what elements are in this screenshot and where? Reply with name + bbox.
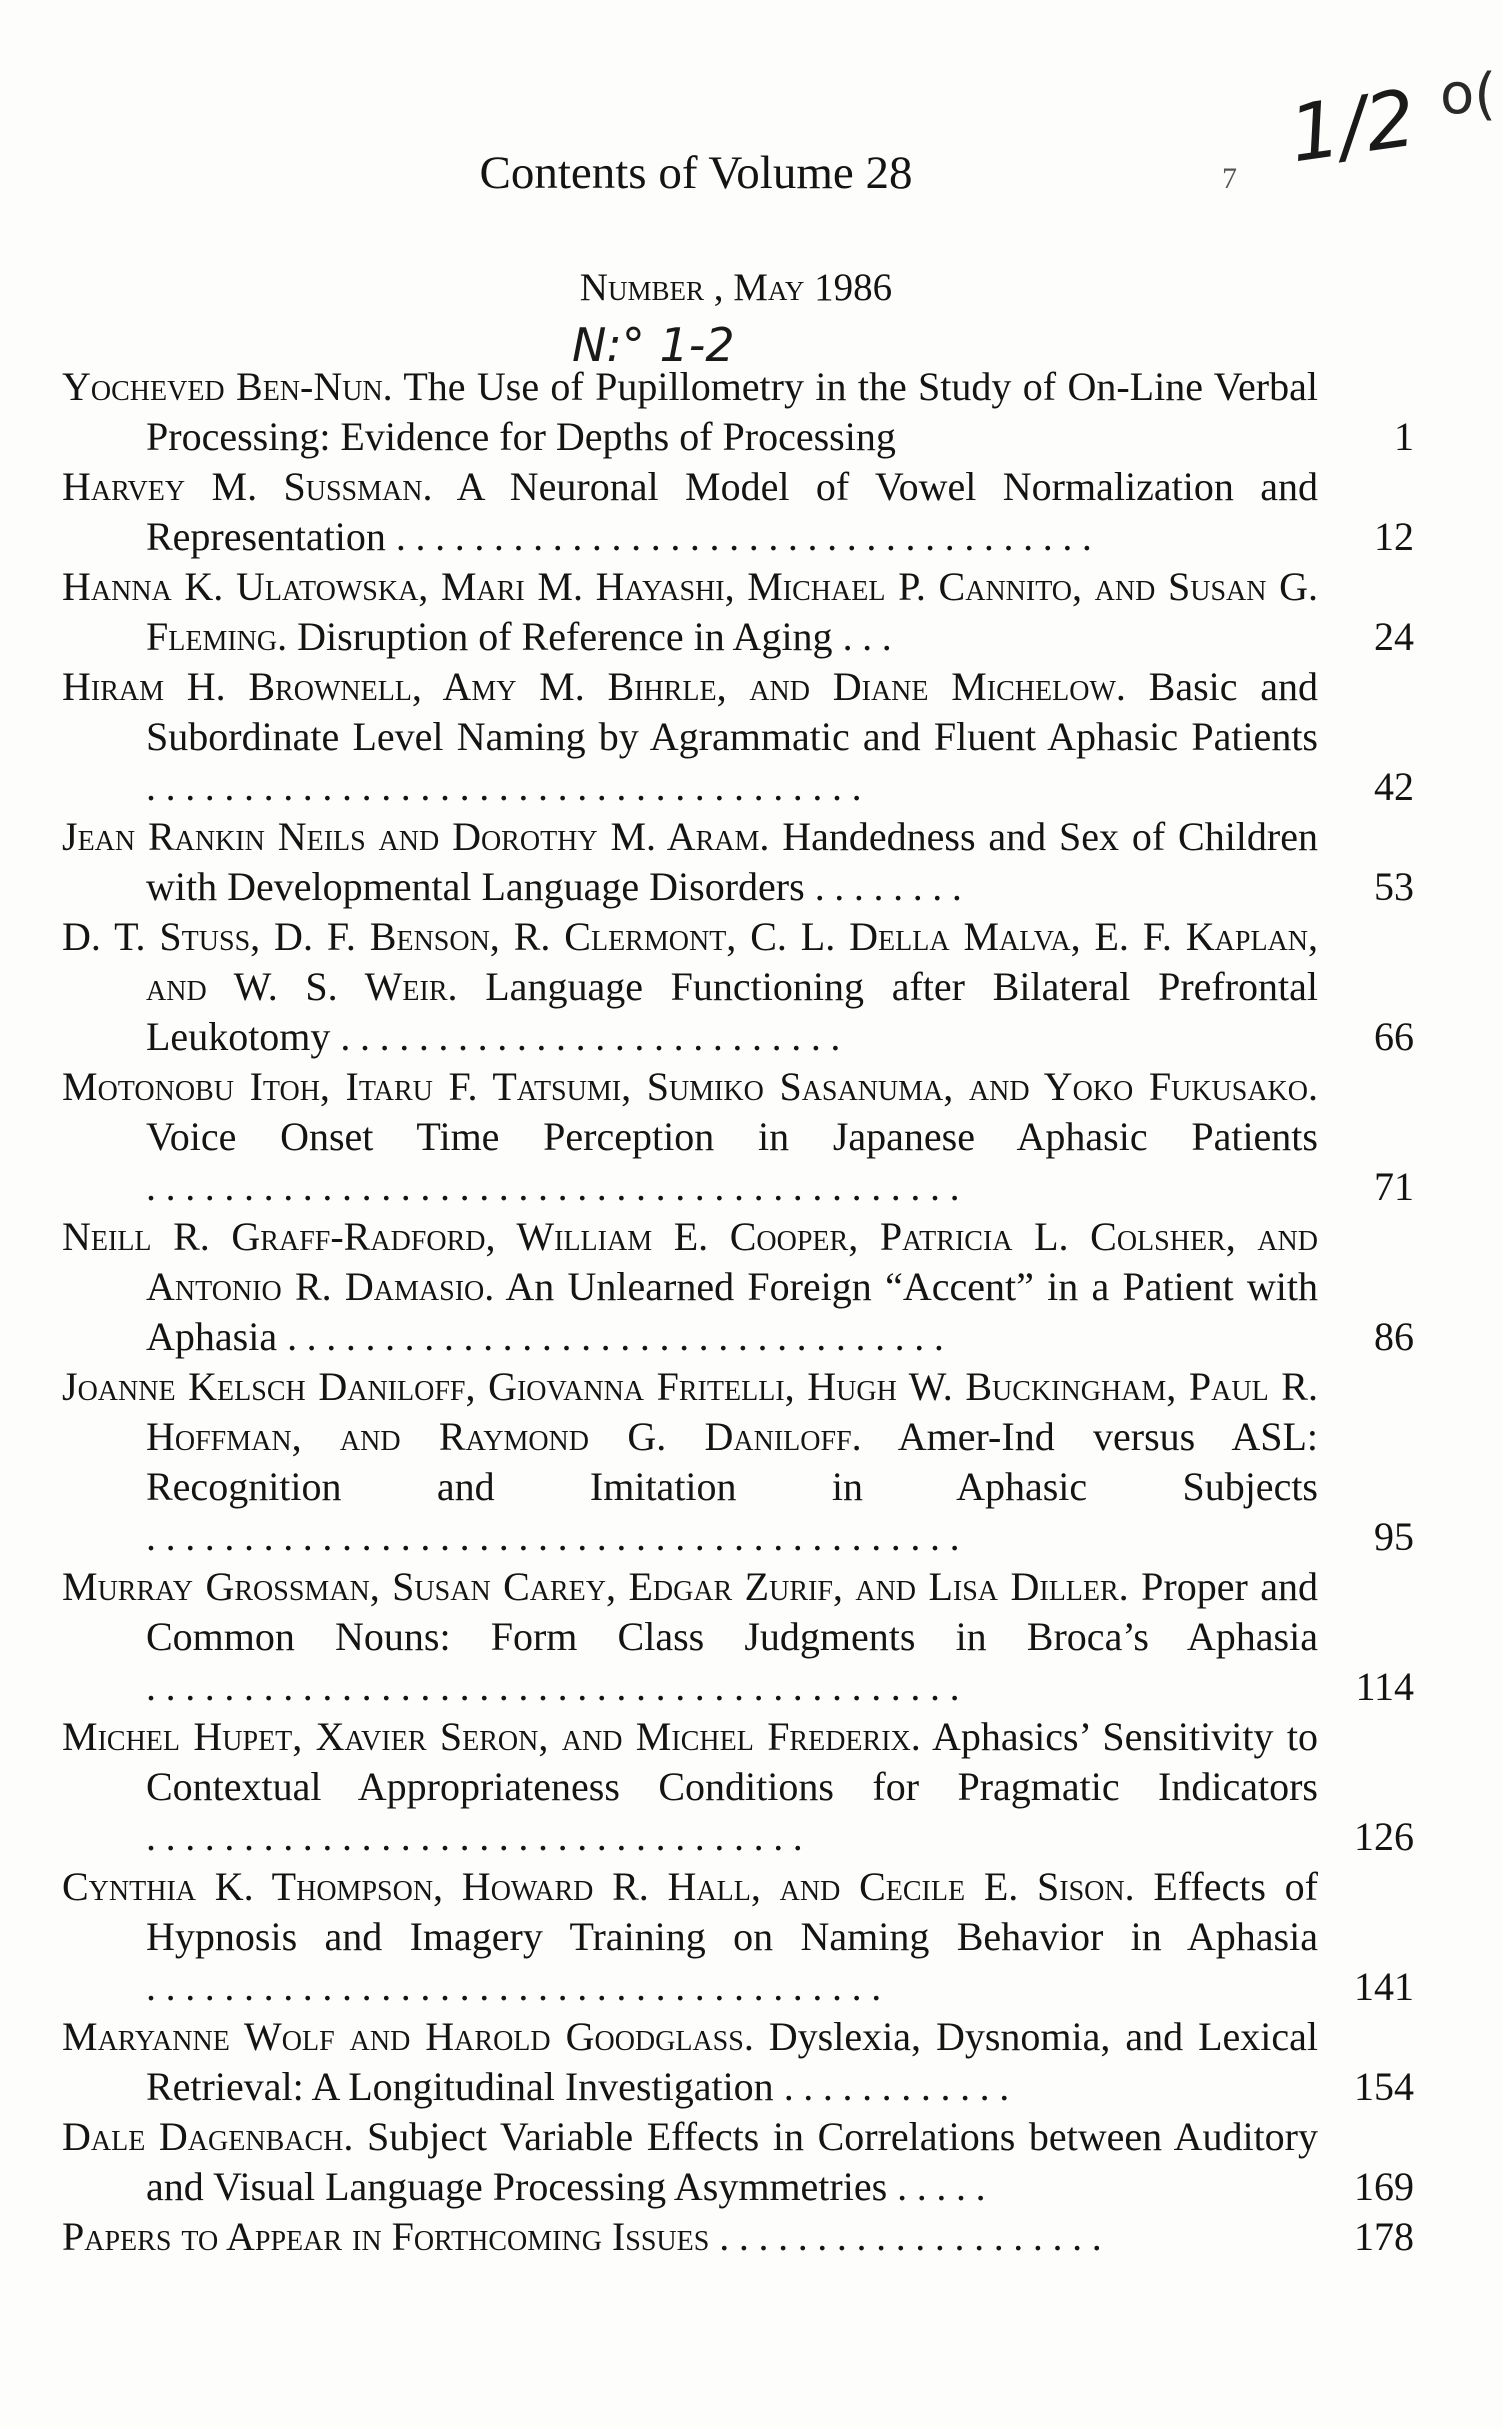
entry-authors: Neill R. Graff-Radford, William E. Cooper, Patricia L. Colsher, and Antonio R. Damasio. [62,1214,1318,1309]
contents-entry [62,1212,1414,1362]
entry-authors: Hiram H. Brownell, Amy M. Bihrle, and Diane Michelow. [62,664,1126,709]
entry-authors: Maryanne Wolf and Harold Goodglass. [62,2014,754,2059]
entry-title: Disruption of Reference in Aging [297,614,833,659]
entry-authors: Michel Hupet, Xavier Seron, and Michel Frederix. [62,1714,921,1759]
dot-leaders: .......................................... [146,1664,970,1709]
entry-authors: Dale Dagenbach. [62,2114,354,2159]
entry-authors: Yocheved Ben-Nun. [62,364,393,409]
contents-entry [62,562,1414,662]
dot-leaders: .................................. [146,1814,813,1859]
entry-title: Handedness and Sex of Children with Developmental Language Disorders [146,814,1318,909]
contents-entry [62,1712,1414,1862]
entry-page-number: 66 [1374,1014,1414,1059]
stray-mark: 7 [1222,162,1237,195]
entry-title: Proper and Common Nouns: Form Class Judgments in Broca’s Aphasia [146,1564,1318,1659]
entry-page-number: 141 [1354,1964,1414,2009]
contents-entry [62,662,1414,812]
entry-authors: Hanna K. Ulatowska, Mari M. Hayashi, Michael P. Cannito, and Susan G. Fleming. [62,564,1318,659]
entry-page-number: 1 [1394,414,1414,459]
entry-authors: Murray Grossman, Susan Carey, Edgar Zurif, and Lisa Diller. [62,1564,1129,1609]
contents-entry [62,2112,1414,2212]
entry-page-number: 71 [1374,1164,1414,1209]
entry-title: Voice Onset Time Perception in Japanese Aphasic Patients [146,1114,1318,1159]
contents-entry [62,2012,1414,2112]
contents-entry [62,912,1414,1062]
entry-page-number: 178 [1354,2214,1414,2259]
contents-list [62,362,1414,2262]
dot-leaders: .......................................... [146,1514,970,1559]
dot-leaders: .................................... [395,514,1102,559]
entry-authors: Harvey M. Sussman. [62,464,433,509]
entry-authors: Cynthia K. Thompson, Howard R. Hall, and Cecile E. Sison. [62,1864,1135,1909]
entry-page-number: 42 [1374,764,1414,809]
entry-title: An Unlearned Foreign “Accent” in a Patient with Aphasia [146,1264,1319,1359]
contents-entry [62,1062,1414,1212]
dot-leaders: ... [842,614,902,659]
entry-page-number: 95 [1374,1514,1414,1559]
entry-authors: Joanne Kelsch Daniloff, Giovanna Fritelli, Hugh W. Buckingham, Paul R. Hoffman, and Raymond G. Daniloff. [62,1364,1318,1459]
contents-entry [62,462,1414,562]
forthcoming-label: Papers to Appear in Forthcoming Issues [62,2214,710,2259]
entry-title: A Neuronal Model of Vowel Normalization and Representation [146,464,1319,559]
page-title: Contents of Volume 28 [479,147,913,199]
contents-entry [62,1362,1414,1562]
entry-title: The Use of Pupillometry in the Study of On-Line Verbal Processing: Evidence for Depths of Processing [146,364,1318,459]
entry-page-number: 154 [1354,2064,1414,2109]
handwritten-fraction: 1/2 [1284,73,1422,181]
entry-title: Basic and Subordinate Level Naming by Agrammatic and Fluent Aphasic Patients [146,664,1319,759]
entry-authors: Jean Rankin Neils and Dorothy M. Aram. [62,814,770,859]
handwritten-issue-number: N:° 1-2 [572,318,735,372]
entry-authors: Motonobu Itoh, Itaru F. Tatsumi, Sumiko Sasanuma, and Yoko Fukusako. [62,1064,1318,1109]
dot-leaders: ..................................... [146,764,872,809]
dot-leaders: ...................................... [146,1964,891,2009]
contents-entry [62,812,1414,912]
entry-title: Aphasics’ Sensitivity to Contextual Appropriateness Conditions for Pragmatic Indicators [146,1714,1318,1809]
dot-leaders: .................... [719,2214,1112,2259]
entry-page-number: 114 [1355,1664,1414,1709]
entry-title: Language Functioning after Bilateral Prefrontal Leukotomy [146,964,1319,1059]
handwritten-corner-mark: o( [1440,62,1497,127]
dot-leaders: .......................................... [146,1164,970,1209]
dot-leaders: .......................... [340,1014,851,1059]
contents-entry [62,1562,1414,1712]
entry-page-number: 169 [1354,2164,1414,2209]
entry-page-number: 53 [1374,864,1414,909]
entry-page-number: 126 [1354,1814,1414,1859]
dot-leaders: ........ [814,864,972,909]
entry-title: Subject Variable Effects in Correlations between Auditory and Visual Language Processing Asymmetries [146,2114,1318,2209]
dot-leaders: .................................. [287,1314,954,1359]
contents-entry-forthcoming [62,2212,1414,2262]
dot-leaders: ..... [897,2164,996,2209]
entry-title: Effects of Hypnosis and Imagery Training on Naming Behavior in Aphasia [146,1864,1318,1959]
entry-page-number: 12 [1374,514,1414,559]
dot-leaders: ............ [783,2064,1019,2109]
entry-page-number: 86 [1374,1314,1414,1359]
entry-title: Dyslexia, Dysnomia, and Lexical Retrieval: A Longitudinal Investigation [146,2014,1318,2109]
contents-entry [62,1862,1414,2012]
entry-page-number: 24 [1374,614,1414,659]
entry-authors: D. T. Stuss, D. F. Benson, R. Clermont, C. L. Della Malva, E. F. Kaplan, and W. S. Weir. [62,914,1318,1009]
contents-entry [62,362,1414,462]
issue-heading: Number , May 1986 [579,266,893,309]
entry-title: Amer-Ind versus ASL: Recognition and Imitation in Aphasic Subjects [146,1414,1319,1509]
